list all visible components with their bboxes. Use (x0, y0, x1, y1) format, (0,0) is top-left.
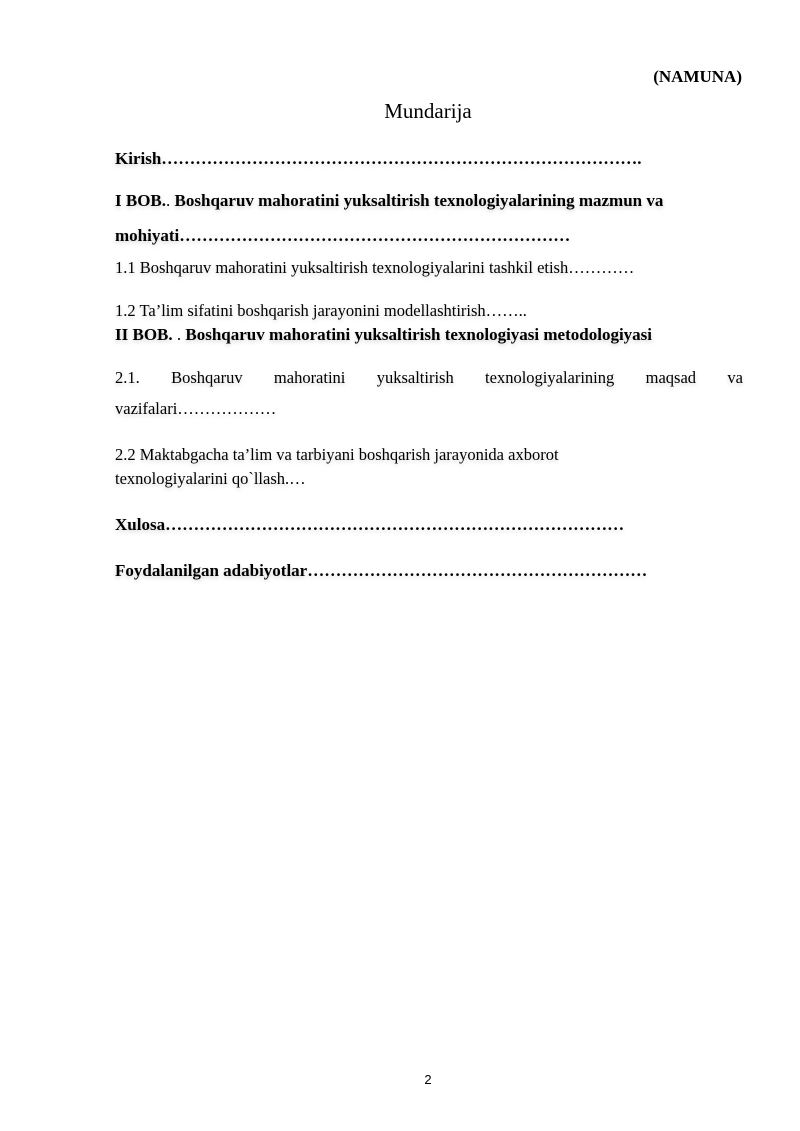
s21-word: mahoratini (273, 368, 346, 387)
toc-entry-adabiyotlar: Foydalanilgan adabiyotlar…………………………………………………… (115, 561, 648, 580)
toc-entry-kirish: Kirish…………………………………………………………………………. (115, 149, 642, 168)
bob2-title: Boshqaruv mahoratini yuksaltirish texnologiyasi metodologiyasi (181, 325, 653, 344)
toc-entry-1-1: 1.1 Boshqaruv mahoratini yuksaltirish texnologiyalarini tashkil etish………… (115, 258, 635, 277)
toc-entry-2-1-line2: vazifalari……………… (115, 399, 277, 418)
bob1-dot: . (166, 191, 171, 210)
toc-entry-2-2: 2.2 Maktabgacha ta’lim va tarbiyani boshqarish jarayonida axborot (115, 445, 559, 464)
bob2-dot: . (176, 325, 182, 344)
bob1-title-line1: Boshqaruv mahoratini yuksaltirish texnologiyalarining mazmun va (170, 191, 664, 210)
toc-entry-bob1 (115, 191, 663, 211)
toc-entry-2-2-line2: texnologiyalarini qo`llash.… (115, 469, 306, 488)
s21-word: 2.1. (115, 368, 140, 387)
toc-entry-1-2: 1.2 Ta’lim sifatini boshqarish jarayonini modellashtirish…….. (115, 301, 527, 320)
page-number: 2 (424, 1072, 432, 1087)
toc-entry-xulosa: Xulosa……………………………………………………………………… (115, 515, 625, 534)
toc-entry-bob2 (115, 325, 652, 345)
s21-word: yuksaltirish (376, 368, 454, 387)
toc-entry-bob1-line2: mohiyati…………………………………………………………… (115, 226, 571, 245)
page-title: Mundarija (384, 99, 472, 123)
s21-word: Boshqaruv (171, 368, 243, 387)
toc-entry-2-1 (115, 368, 743, 388)
bob1-prefix: I BOB. (115, 191, 167, 210)
s21-word: maqsad (645, 368, 697, 387)
s21-word: va (727, 368, 743, 387)
sample-label: (NAMUNA) (653, 67, 742, 86)
bob2-prefix: II BOB. (115, 325, 177, 344)
s21-word: texnologiyalarining (485, 368, 615, 387)
